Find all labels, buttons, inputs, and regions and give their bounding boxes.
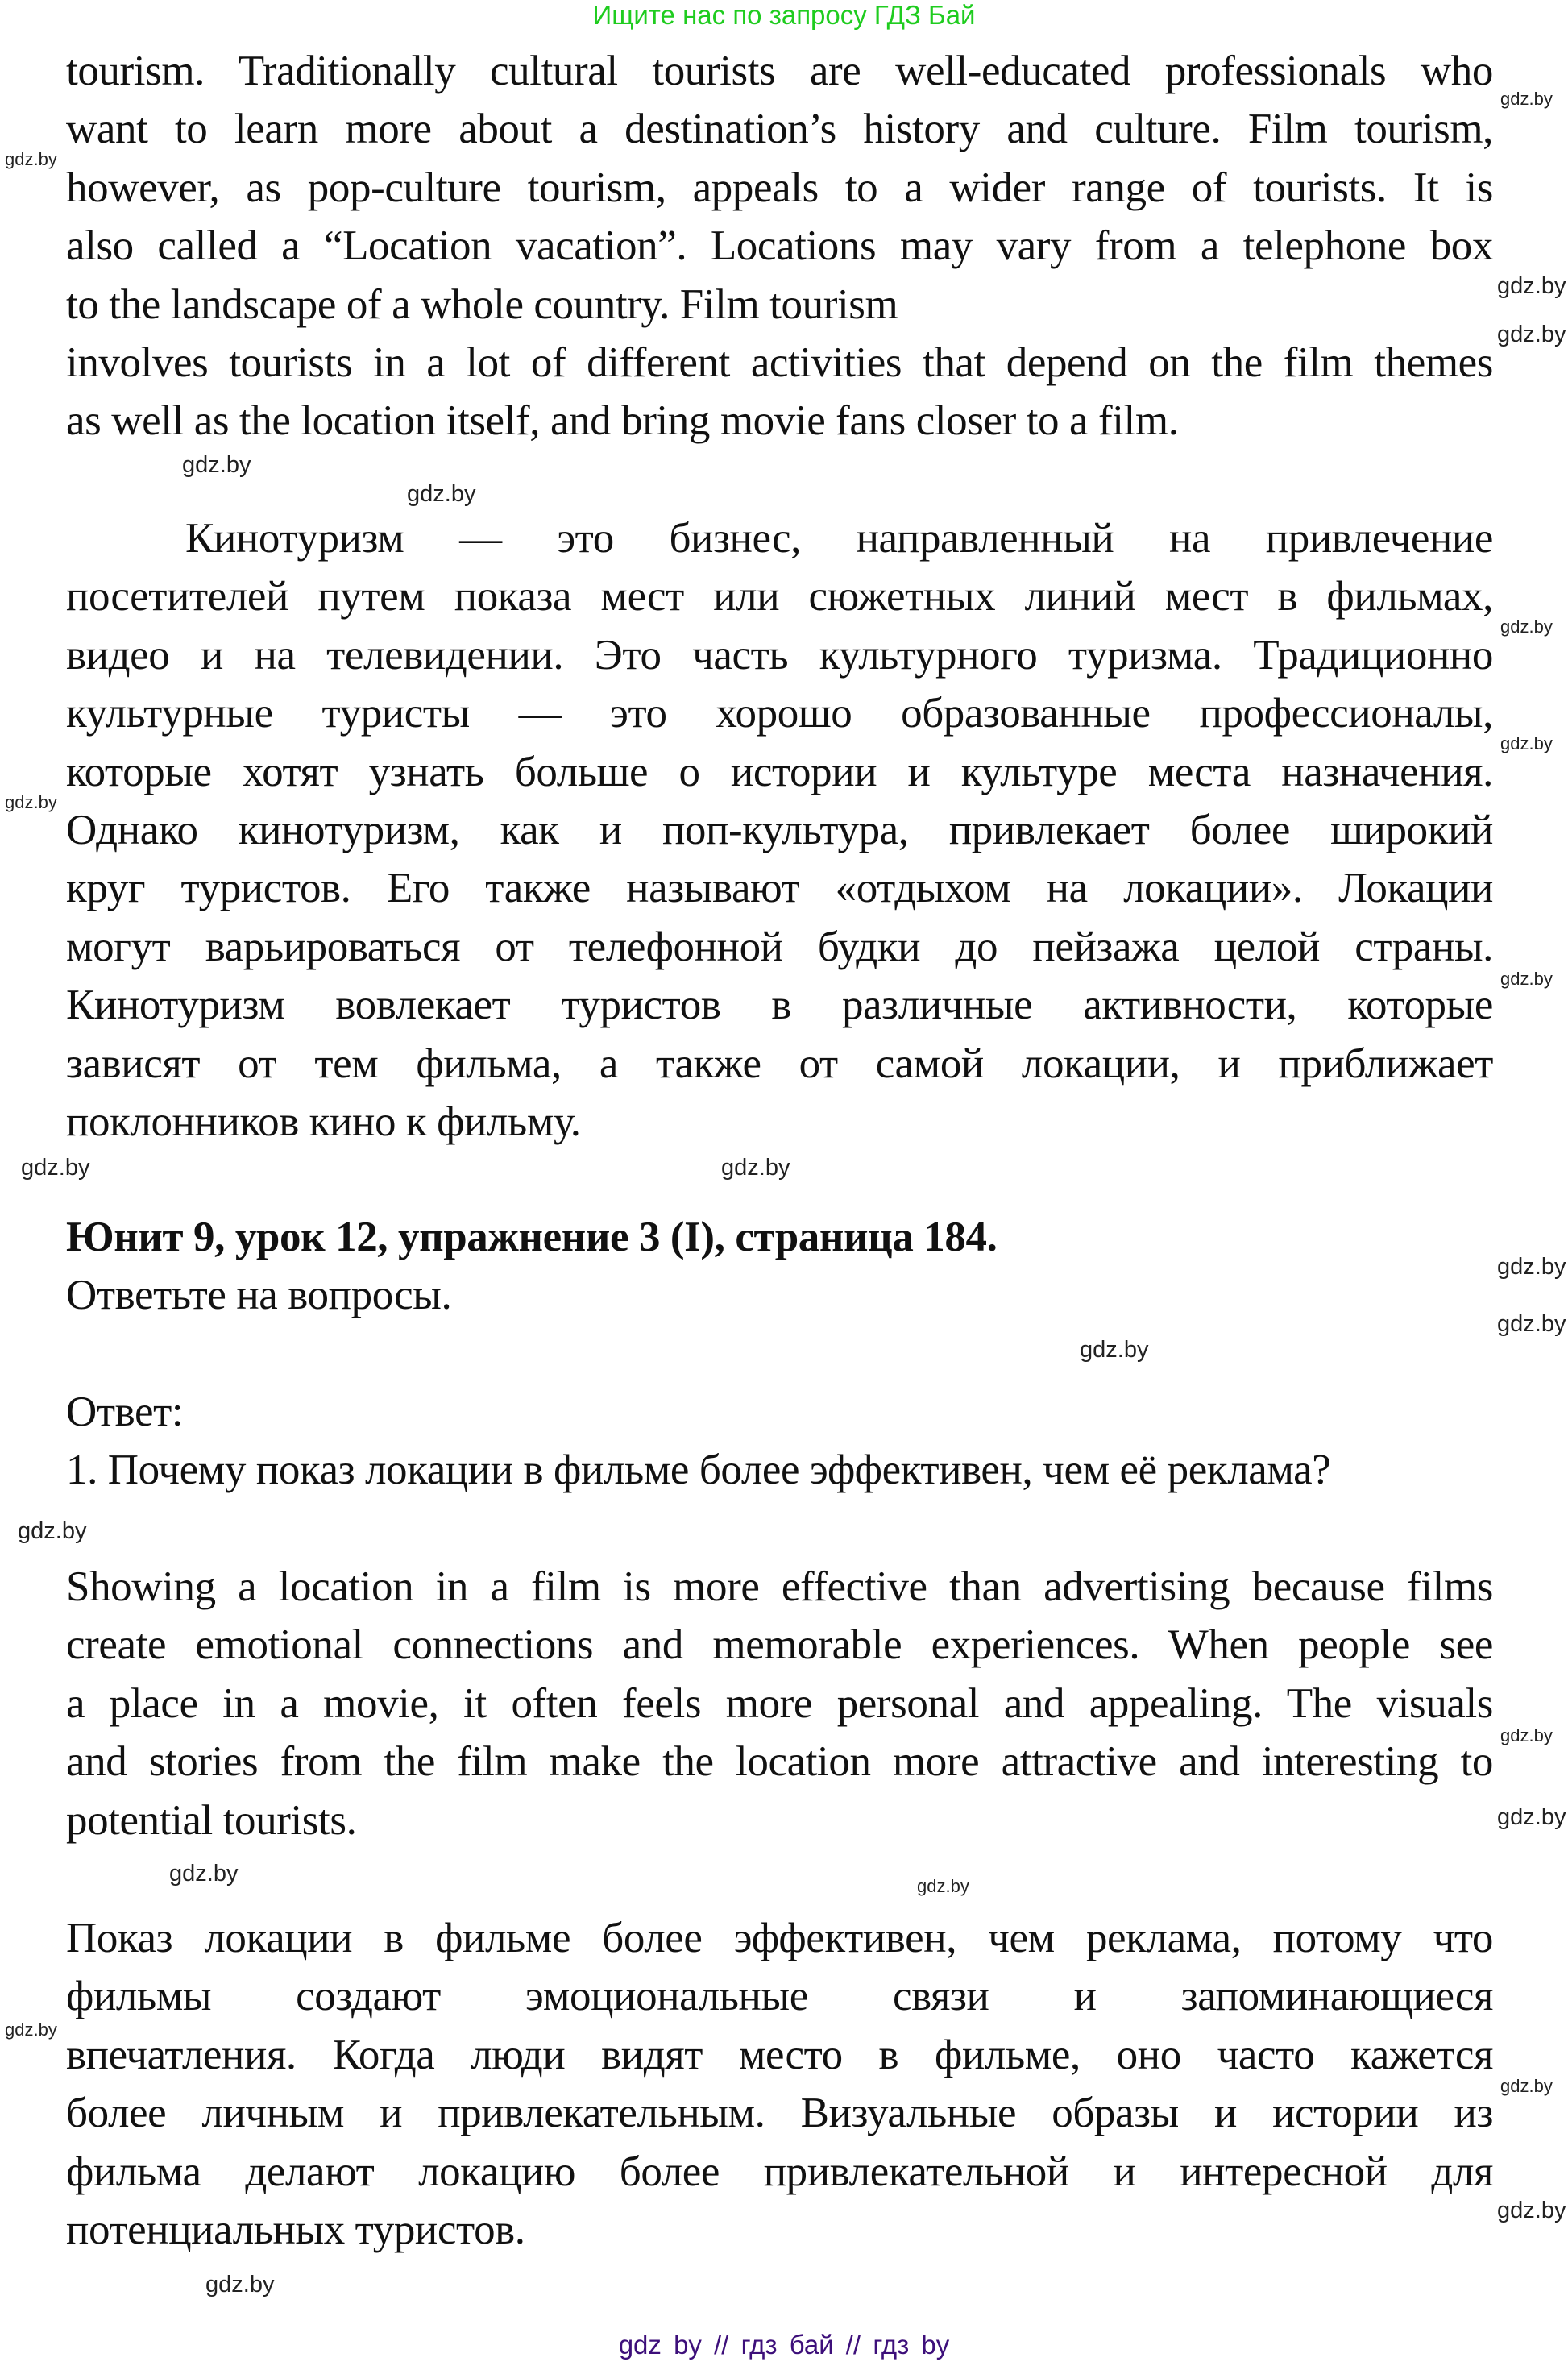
gdz-watermark: gdz.by: [5, 2019, 57, 2040]
gdz-watermark: gdz.by: [182, 452, 251, 478]
russian-answer-paragraph: [66, 1909, 1493, 2259]
text-line: зависят от тем фильма, а также от самой локации, и приближает: [66, 1040, 1493, 1087]
gdz-watermark: gdz.by: [1497, 1254, 1566, 1280]
text-line: культурные туристы — это хорошо образованные профессионалы,: [66, 690, 1493, 737]
gdz-watermark: gdz.by: [1500, 616, 1553, 637]
text-line: видео и на телевидении. Это часть культурного туризма. Традиционно: [66, 631, 1493, 679]
gdz-watermark: gdz.by: [1497, 273, 1566, 299]
gdz-watermark: gdz.by: [1500, 969, 1553, 989]
gdz-watermark: gdz.by: [1500, 89, 1553, 109]
text-line: 1. Почему показ локации в фильме более эффективен, чем её реклама?: [66, 1447, 1331, 1494]
gdz-watermark: gdz.by: [205, 2272, 275, 2298]
text-line: and stories from the film make the location more attractive and interesting to: [66, 1738, 1493, 1786]
english-answer-paragraph: [66, 1558, 1493, 1849]
gdz-watermark: gdz.by: [1497, 322, 1566, 347]
text-line: Однако кинотуризм, как и поп-культура, привлекает более широкий: [66, 806, 1493, 853]
text-line: фильма делают локацию более привлекательной и интересной для: [66, 2148, 1493, 2195]
text-line: могут варьироваться от телефонной будки до пейзажа целой страны.: [66, 923, 1493, 970]
text-line: потенциальных туристов.: [66, 2206, 525, 2253]
gdz-watermark: gdz.by: [21, 1155, 90, 1181]
russian-paragraph-film-tourism: [66, 509, 1493, 1151]
text-line: фильмы создают эмоциональные связи и запоминающиеся: [66, 1973, 1493, 2020]
gdz-watermark: gdz.by: [721, 1155, 790, 1181]
text-line: create emotional connections and memorable experiences. When people see: [66, 1621, 1493, 1669]
text-line: Показ локации в фильме более эффективен, чем реклама, потому что: [66, 1915, 1493, 1961]
text-line: посетителей путем показа мест или сюжетных линий мест в фильмах,: [66, 573, 1493, 621]
gdz-watermark: gdz.by: [407, 481, 476, 507]
exercise-task: [66, 1208, 1493, 1325]
gdz-watermark: gdz.by: [169, 1861, 239, 1887]
gdz-watermark: gdz.by: [1497, 1804, 1566, 1830]
gdz-watermark: gdz.by: [1500, 1725, 1553, 1745]
text-line: Ответьте на вопросы.: [66, 1272, 452, 1319]
gdz-watermark: gdz.by: [5, 792, 57, 812]
footer-watermark-links: gdz by // гдз бай // гдз by: [618, 2330, 950, 2360]
text-line: впечатления. Когда люди видят место в фильме, оно часто кажется: [66, 2031, 1493, 2078]
text-line: tourism. Traditionally cultural tourists are well-educated professionals who: [66, 48, 1493, 94]
gdz-watermark: gdz.by: [1500, 733, 1553, 753]
text-line: also called a “Location vacation”. Locations may vary from a telephone box: [66, 222, 1493, 270]
text-line: involves tourists in a lot of different activities that depend on the film themes: [66, 338, 1493, 386]
text-line: want to learn more about a destination’s history and culture. Film tourism,: [66, 106, 1493, 153]
text-line: которые хотят узнать больше о истории и культуре места назначения.: [66, 748, 1493, 795]
english-paragraph-film-tourism: [66, 42, 1493, 450]
search-hint-banner: Ищите нас по запросу ГДЗ Бай: [592, 0, 976, 30]
text-line: potential tourists.: [66, 1796, 357, 1844]
text-line: as well as the location itself, and bring movie fans closer to a film.: [66, 397, 1179, 445]
gdz-watermark: gdz.by: [917, 1876, 969, 1896]
text-line: Кинотуризм — это бизнес, направленный на привлечение: [185, 515, 1493, 562]
gdz-watermark: gdz.by: [1497, 1311, 1566, 1337]
text-line: круг туристов. Его также называют «отдыхом на локации». Локации: [66, 865, 1493, 912]
text-line: Юнит 9, урок 12, упражнение 3 (I), страница 184.: [66, 1214, 998, 1260]
text-line: Ответ:: [66, 1388, 184, 1435]
text-line: более личным и привлекательным. Визуальные образы и истории из: [66, 2090, 1493, 2137]
text-line: поклонников кино к фильму.: [66, 1098, 581, 1145]
text-line: Кинотуризм вовлекает туристов в различные активности, которые: [66, 982, 1493, 1029]
gdz-watermark: gdz.by: [1500, 2076, 1553, 2096]
gdz-watermark: gdz.by: [18, 1518, 87, 1544]
gdz-watermark: gdz.by: [5, 149, 57, 169]
text-line: however, as pop-culture tourism, appeals to a wider range of tourists. It is: [66, 164, 1493, 211]
text-line: a place in a movie, it often feels more personal and appealing. The visuals: [66, 1679, 1493, 1727]
text-line: Showing a location in a film is more effective than advertising because films: [66, 1563, 1493, 1610]
answer-question: [66, 1383, 1493, 1500]
text-line: to the landscape of a whole country. Film tourism: [66, 280, 898, 328]
gdz-watermark: gdz.by: [1080, 1337, 1149, 1363]
gdz-watermark: gdz.by: [1497, 2198, 1566, 2223]
